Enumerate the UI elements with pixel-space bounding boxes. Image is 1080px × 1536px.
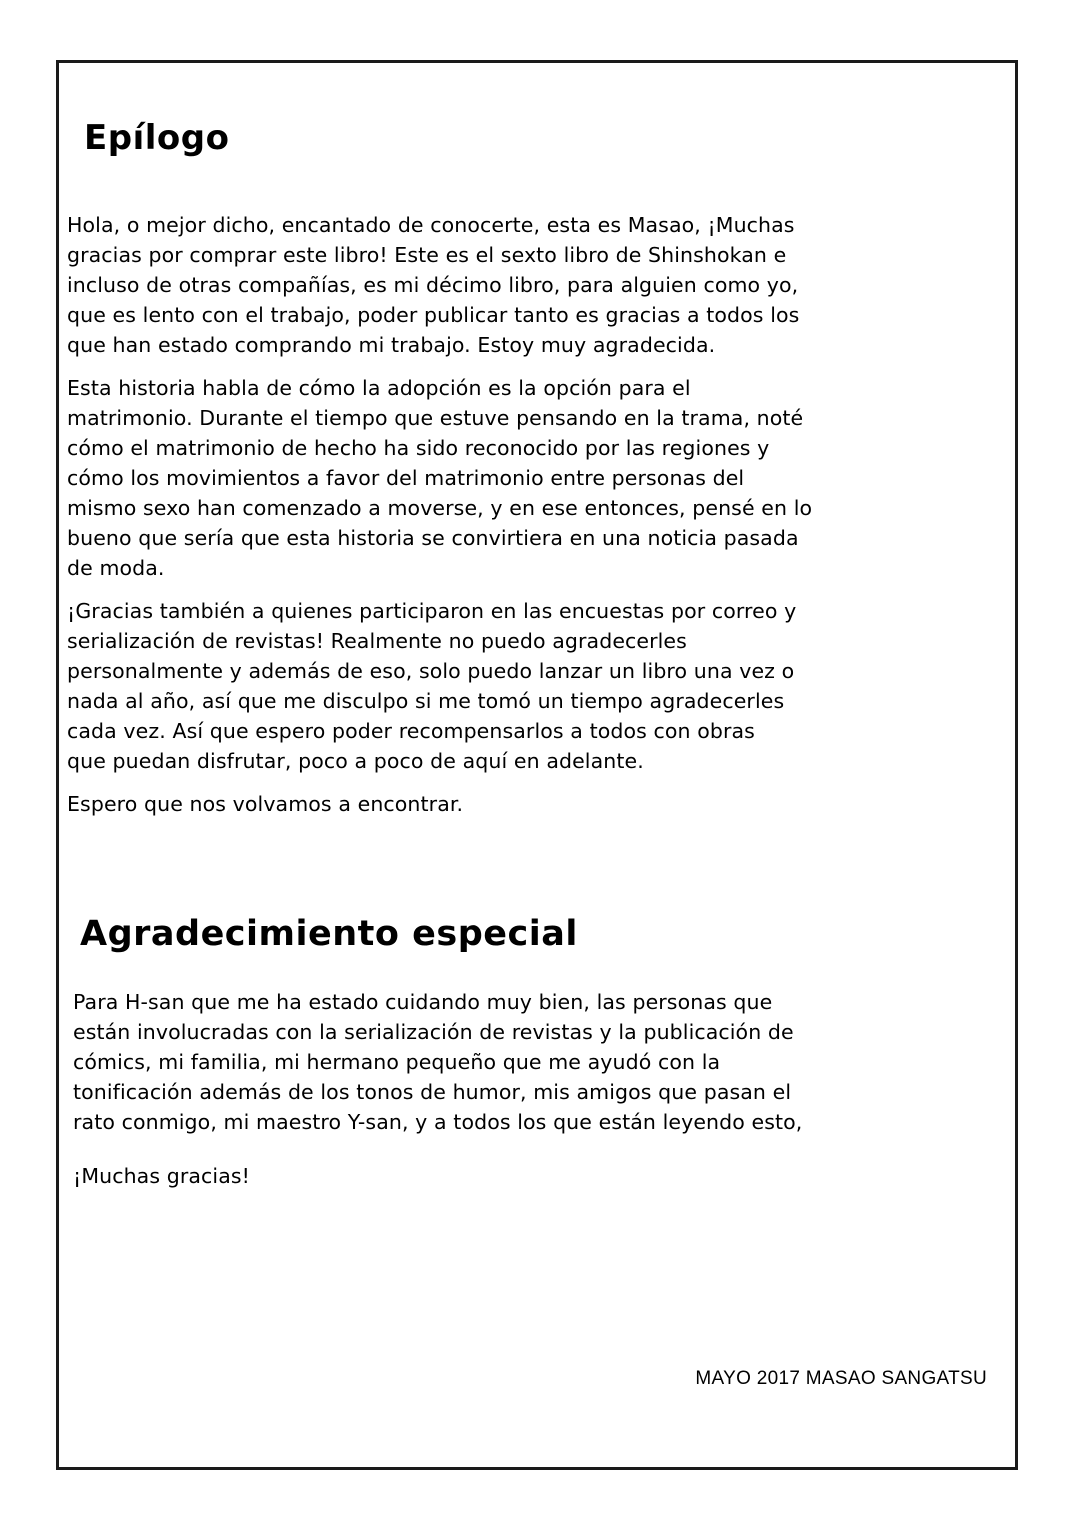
epilogue-title: Epílogo xyxy=(84,118,230,158)
text-line: Para H-san que me ha estado cuidando muy bien, las personas que xyxy=(73,990,773,1014)
special-thanks-paragraph xyxy=(73,987,953,1137)
text-line: serialización de revistas! Realmente no puedo agradecerles xyxy=(67,629,687,653)
signature-date: MAYO 2017 MASAO SANGATSU xyxy=(695,1368,987,1389)
text-line: cómics, mi familia, mi hermano pequeño que me ayudó con la xyxy=(73,1050,721,1074)
epilogue-paragraph-1 xyxy=(67,210,947,360)
text-line: que han estado comprando mi trabajo. Estoy muy agradecida. xyxy=(67,333,716,357)
text-line: cada vez. Así que espero poder recompensarlos a todos con obras xyxy=(67,719,755,743)
text-line: nada al año, así que me disculpo si me tomó un tiempo agradecerles xyxy=(67,689,785,713)
closing-thanks: ¡Muchas gracias! xyxy=(73,1164,250,1188)
text-line: Hola, o mejor dicho, encantado de conocerte, esta es Masao, ¡Muchas xyxy=(67,213,795,237)
text-line: rato conmigo, mi maestro Y-san, y a todos los que están leyendo esto, xyxy=(73,1110,803,1134)
epilogue-paragraph-3 xyxy=(67,596,947,776)
epilogue-body xyxy=(67,210,947,832)
text-line: ¡Gracias también a quienes participaron en las encuestas por correo y xyxy=(67,599,797,623)
text-line: que puedan disfrutar, poco a poco de aquí en adelante. xyxy=(67,749,644,773)
text-line: que es lento con el trabajo, poder publicar tanto es gracias a todos los xyxy=(67,303,800,327)
text-line: matrimonio. Durante el tiempo que estuve pensando en la trama, noté xyxy=(67,406,804,430)
text-line: bueno que sería que esta historia se convirtiera en una noticia pasada xyxy=(67,526,799,550)
text-line: gracias por comprar este libro! Este es el sexto libro de Shinshokan e xyxy=(67,243,787,267)
text-line: Espero que nos volvamos a encontrar. xyxy=(67,792,464,816)
text-line: tonificación además de los tonos de humor, mis amigos que pasan el xyxy=(73,1080,792,1104)
text-line: personalmente y además de eso, solo puedo lanzar un libro una vez o xyxy=(67,659,795,683)
text-line: están involucradas con la serialización de revistas y la publicación de xyxy=(73,1020,794,1044)
special-thanks-title: Agradecimiento especial xyxy=(80,914,578,954)
text-line: Esta historia habla de cómo la adopción es la opción para el xyxy=(67,376,691,400)
epilogue-paragraph-2 xyxy=(67,373,947,583)
text-line: cómo los movimientos a favor del matrimonio entre personas del xyxy=(67,466,745,490)
text-line: mismo sexo han comenzado a moverse, y en ese entonces, pensé en lo xyxy=(67,496,813,520)
text-line: de moda. xyxy=(67,556,165,580)
text-line: cómo el matrimonio de hecho ha sido reconocido por las regiones y xyxy=(67,436,770,460)
text-line: incluso de otras compañías, es mi décimo libro, para alguien como yo, xyxy=(67,273,799,297)
epilogue-paragraph-4 xyxy=(67,789,947,819)
special-thanks-body xyxy=(73,987,953,1204)
